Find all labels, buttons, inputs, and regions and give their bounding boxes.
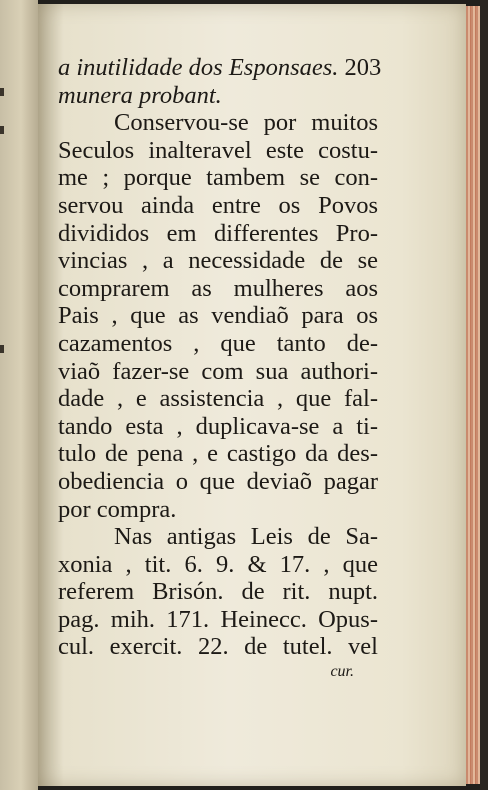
text-line: referem Brisón. de rit. nupt.: [58, 578, 378, 606]
paragraph-2: [58, 523, 378, 661]
text-line: viaõ fazer-se com sua authori-: [58, 357, 378, 385]
text-line: Seculos inalteravel este costu-: [58, 136, 378, 164]
adjacent-page-edge: [0, 0, 38, 790]
text-line: pag. mih. 171. Heinecc. Opus-: [58, 605, 378, 633]
running-head: [58, 54, 382, 82]
page-text: [58, 54, 382, 683]
side-note: munera probant.: [58, 81, 222, 109]
running-head-title: a inutilidade dos Esponsaes.: [58, 54, 339, 81]
ink-mark: [0, 126, 4, 134]
text-line: Conservou-se por muitos: [114, 109, 378, 137]
text-line: cazamentos , que tanto de-: [58, 329, 378, 357]
background-edge: [480, 0, 488, 790]
text-line: me ; porque tambem se con-: [58, 164, 378, 192]
ink-mark: [0, 345, 4, 353]
text-line: por compra.: [58, 495, 177, 523]
text-line: xonia , tit. 6. 9. & 17. , que: [58, 550, 378, 578]
text-line: comprarem as mulheres aos: [58, 274, 378, 302]
text-line: cul. exercit. 22. de tutel. vel: [58, 633, 378, 661]
text-line: Nas antigas Leis de Sa-: [114, 523, 378, 551]
catchword: cur.: [330, 663, 354, 681]
text-line: obediencia o que deviaõ pagar: [58, 467, 378, 495]
page-fore-edge: [466, 6, 480, 784]
ink-mark: [0, 88, 4, 96]
text-line: Pais , que as vendiaõ para os: [58, 302, 378, 330]
text-line: dade , e assistencia , que fal-: [58, 385, 378, 413]
paragraph-1: [58, 109, 378, 523]
text-line: divididos em differentes Pro-: [58, 219, 378, 247]
text-line: tulo de pena , e castigo da des-: [58, 440, 378, 468]
text-line: servou ainda entre os Povos: [58, 191, 378, 219]
text-line: tando esta , duplicava-se a ti-: [58, 412, 378, 440]
page-number: 203: [344, 54, 382, 81]
text-line: vincias , a necessidade de se: [58, 247, 378, 275]
